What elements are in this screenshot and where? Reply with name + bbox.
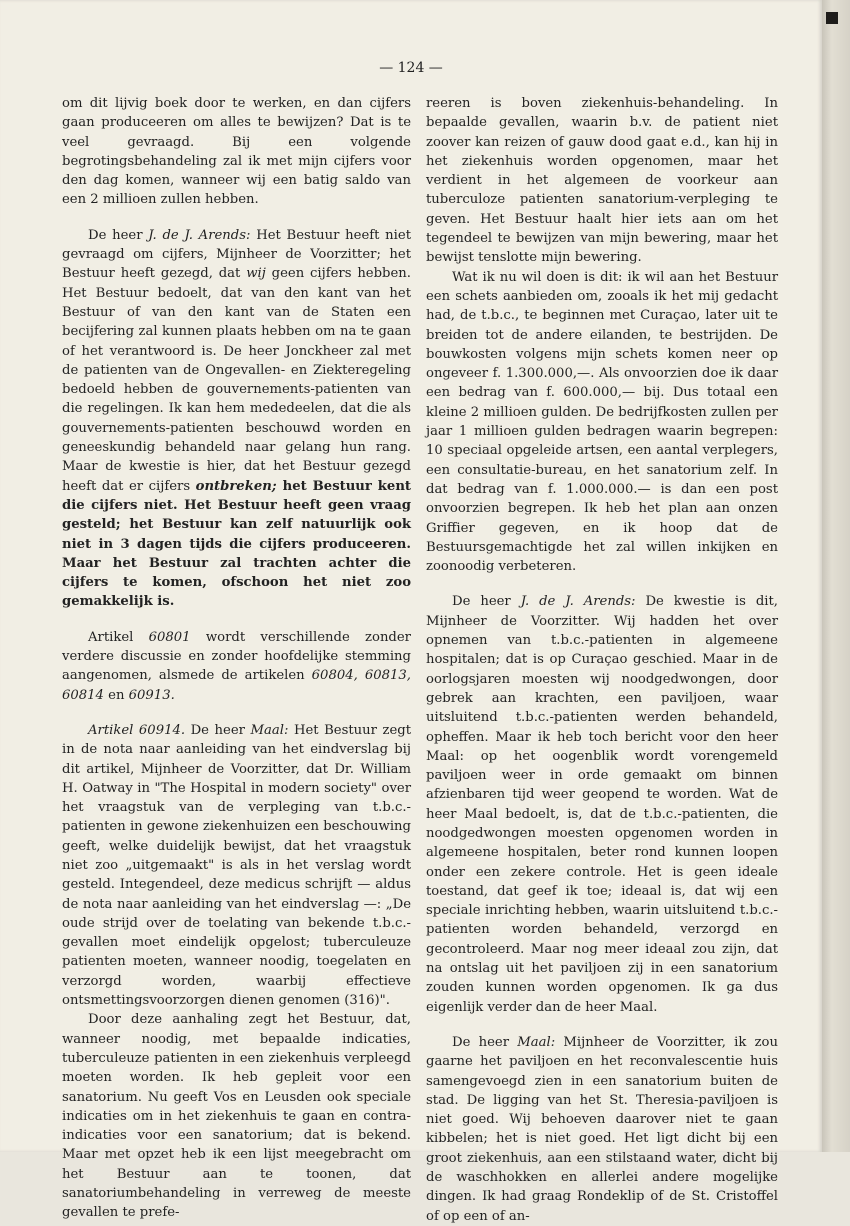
paragraph: Artikel 60801 wordt verschillende zonder verdere discussie en zonder hoofdelijke stemming aangenomen, alsmede de artikelen 60804, 60813, 60814 en 60913. [62,629,411,703]
right-column [426,94,778,1226]
article-heading: Artikel 60914. [88,722,186,738]
article-number: 60913. [128,687,175,703]
paragraph: Door deze aanhaling zegt het Bestuur, dat, wanneer noodig, met bepaalde indicaties, tuberculeuze patienten in een ziekenhuis verpleegd moeten worden. Ik heb gepleit voor een sanatorium. Nu geeft Vos en Leusden ook speciale indicaties om in het ziekenhuis te gaan en contra-indicaties voor een sanatorium; dat is bekend. Maar met opzet heb ik een lijst meegebracht om het Bestuur aan te toonen, dat sanatoriumbehandeling in verreweg de meeste gevallen te prefe- [62,1012,411,1221]
paragraph: reeren is boven ziekenhuis-behandeling. In bepaalde gevallen, waarin b.v. de patient niet zoover kan reizen of gauw dood gaat e.d., kan hij in het ziekenhuis worden opgenomen, maar het verdient in het algemeen de voorkeur aan tuberculoze patienten sanatorium-verpleging te geven. Het Bestuur haalt hier iets aan om het tegendeel te bewijzen van mijn bewering, maar het bewijst tenslotte mijn bewering. [426,96,778,266]
speaker-name: J. de J. Arends: [148,227,251,243]
speaker-name: Maal: [250,722,289,738]
article-number: 60801 [148,629,191,645]
paragraph: om dit lijvig boek door te werken, en dan cijfers gaan produceeren om alles te bewijzen? Dat is te veel gevraagd. Bij een volgende begrotingsbehandeling zal ik met mijn cijfers voor den dag komen, wanneer wij een batig saldo van een 2 millioen zullen hebben. [62,96,411,208]
paragraph: Wat ik nu wil doen is dit: ik wil aan het Bestuur een schets aanbieden om, zooals ik het mij gedacht had, de t.b.c., te beginnen met Curaçao, later uit te breiden tot de andere eilanden, te bestrijden. De bouwkosten volgens mijn schets komen neer op ongeveer f. 1.300.000,—. Als onvoorzien doe ik daar een bedrag van f. 600.000,— bij. Dus totaal een kleine 2 millioen gulden. De bedrijfkosten zullen per jaar 1 millioen gulden bedragen waarin begrepen: 10 speciaal opgeleide artsen, een aantal verplegers, een consultatie-bureau, en het sanatorium zelf. In dat bedrag van f. 1.000.000.— is dan een post onvoorzien begrepen. Ik heb het plan aan onzen Griffier gegeven, en ik hoop dat de Bestuursgemachtigde het zal willen inkijken en zoonoodig verbeteren. [426,269,778,575]
paragraph: De heer Maal: Mijnheer de Voorzitter, ik zou gaarne het paviljoen en het reconvalescentie huis samengevoegd zien in een sanatorium buiten de stad. De ligging van het St. Theresia-paviljoen is niet goed. Wij behoeven daarover niet te gaan kibbelen; het is niet goed. Het ligt dicht bij een groot ziekenhuis, aan een stilstaand water, dicht bij de waschhokken en allerlei andere mogelijke dingen. Ik had graag Rondeklip of de St. Cristoffel of op een of an- [426,1034,778,1224]
speaker-name: Maal: [517,1034,556,1050]
article-numbers: 60804, 60813, 60814 [62,668,411,703]
page-edge [822,0,850,1152]
page-number: — 124 — [379,60,443,76]
paragraph: Artikel 60914. De heer Maal: Het Bestuur zegt in de nota naar aanleiding van het eindverslag bij dit artikel, Mijnheer de Voorzitter, dat Dr. William H. Oatway in "The Hospital in modern society" over het vraagstuk van de verpleging van t.b.c.-patienten in gewone ziekenhuizen een beschouwing geeft, welke duidelijk bewijst, dat het vraagstuk niet zoo „uitgemaakt" is als in het verslag wordt gesteld. Integendeel, deze medicus schrijft — aldus de nota naar aanleiding van het eindverslag —: „De oude strijd over de toelating van bekende t.b.c.-gevallen moet eindelijk opgelost; tuberculeuze patienten moeten, wanneer noodig, toegelaten en verzorgd worden, waarbij effectieve ontsmettingsvoorzorgen dienen genomen (316)". [62,722,411,1009]
paragraph: De heer J. de J. Arends: De kwestie is dit, Mijnheer de Voorzitter. Wij hadden het over opnemen van t.b.c.-patienten in algemeene hospitalen; dat is op Curaçao geschied. Maar in de oorlogsjaren moesten wij noodgedwongen, door gebrek aan krachten, een paviljoen, waar uitsluitend t.b.c.-patienten werden behandeld, opheffen. Maar ik heb toch bericht voor den heer Maal: op het oogenblik wordt vorengemeld paviljoen weer in orde gemaakt om binnen afzienbaren tijd weer geopend te worden. Wat de heer Maal bedoelt, is, dat de t.b.c.-patienten, die noodgedwongen moesten opgenomen worden in algemeene hospitalen, beter rond kunnen loopen onder een zekere controle. Het is geen ideale toestand, dat geef ik toe; ideaal is, dat wij een speciale inrichting hebben, waarin uitsluitend t.b.c.-patienten worden behandeld, verzorgd en gecontroleerd. Maar nog meer ideaal zou zijn, dat na ontslag uit het paviljoen zij in een sanatorium zouden kunnen worden opgenomen. Ik ga dus eigenlijk verder dan de heer Maal. [426,594,778,1015]
left-column [62,94,411,1223]
corner-mark [826,12,838,24]
speaker-name: J. de J. Arends: [520,594,636,610]
paragraph: De heer J. de J. Arends: Het Bestuur heeft niet gevraagd om cijfers, Mijnheer de Voorzitter; het Bestuur heeft gezegd, dat wij geen cijfers hebben. Het Bestuur bedoelt, dat van den kant van het Bestuur of van den kant van de Staten een becijfering zal kunnen plaats hebben om na te gaan of het verantwoord is. De heer Jonckheer zal met de patienten van de Ongevallen- en Ziekteregeling bedoeld hebben de gouvernements-patienten van die regelingen. Ik kan hem mededeelen, dat die als gouvernements-patienten beschouwd worden en geneeskundig behandeld naar gelang hun rang. Maar de kwestie is hier, dat het Bestuur gezegd heeft dat er cijfers ontbreken; het Bestuur kent die cijfers niet. Het Bestuur heeft geen vraag gesteld; het Bestuur kan zelf natuurlijk ook niet in 3 dagen tijds die cijfers produceeren. Maar het Bestuur zal trachten achter die cijfers te komen, ofschoon het niet zoo gemakkelijk is. [62,227,411,610]
